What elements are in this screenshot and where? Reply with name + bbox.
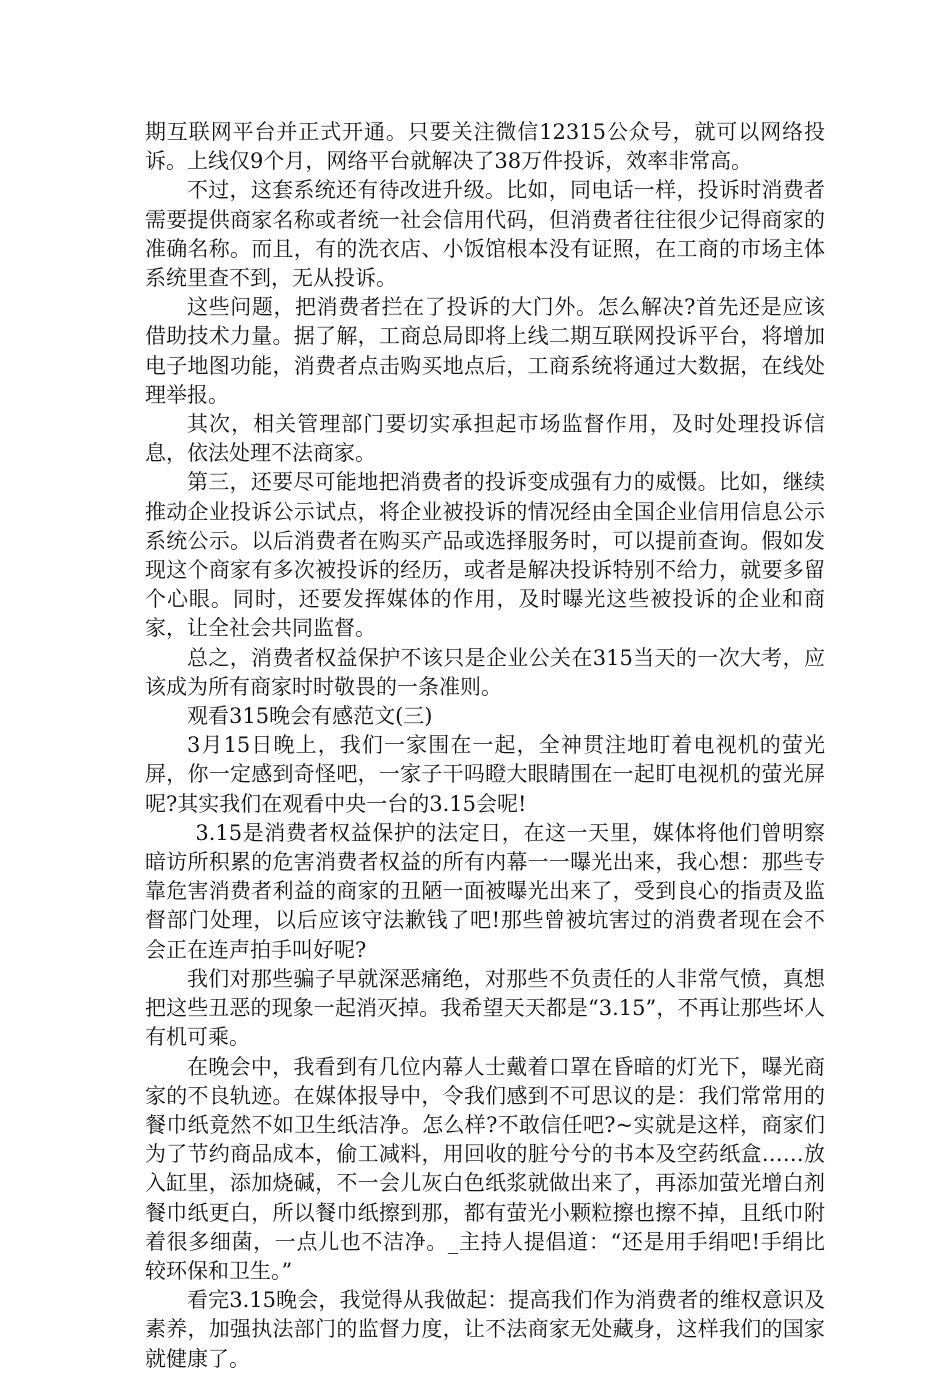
paragraph-5: 第三，还要尽可能地把消费者的投诉变成强有力的威慑。比如，继续推动企业投诉公示试点，将企业被投诉的情况经由全国企业信用信息公示系统公示。以后消费者在购买产品或选择服务时，可以提前查询。假如发现这个商家有多次被投诉的经历，或者是解决投诉特别不给力，就要多留个心眼。同时，还要发挥媒体的作用，及时曝光这些被投诉的企业和商家，让全社会共同监督。 <box>145 470 825 641</box>
section-heading: 观看315晚会有感范文(三) <box>187 704 433 729</box>
document-page <box>145 118 825 1374</box>
paragraph-11: 看完3.15晚会，我觉得从我做起：提高我们作为消费者的维权意识及素养，加强执法部门的监督力度，让不法商家无处藏身，这样我们的国家就健康了。 <box>145 1288 825 1371</box>
paragraph-9: 我们对那些骗子早就深恶痛绝，对那些不负责任的人非常气愤，真想把这些丑恶的现象一起消灭掉。我希望天天都是“3.15”，不再让那些坏人有机可乘。 <box>145 966 825 1050</box>
paragraph-7: 3月15日晚上，我们一家围在一起，全神贯注地盯着电视机的萤光屏，你一定感到奇怪吧，一家子干吗瞪大眼睛围在一起盯电视机的萤光屏呢?其实我们在观看中央一台的3.15会呢! <box>145 733 825 816</box>
paragraph-6: 总之，消费者权益保护不该只是企业公关在315当天的一次大考，应该成为所有商家时时敬畏的一条准则。 <box>145 645 825 699</box>
paragraph-4: 其次，相关管理部门要切实承担起市场监督作用，及时处理投诉信息，依法处理不法商家。 <box>145 412 825 466</box>
paragraph-10: 在晚会中，我看到有几位内幕人士戴着口罩在昏暗的灯光下，曝光商家的不良轨迹。在媒体报导中，令我们感到不可思议的是：我们常常用的餐巾纸竟然不如卫生纸洁净。怎么样?不敢信任吧?~实就是这样，商家们为了节约商品成本，偷工减料，用回收的脏兮兮的书本及空药纸盒……放入缸里，添加烧碱，不一会儿灰白色纸浆就做出来了，再添加萤光增白剂餐巾纸更白，所以餐巾纸擦到那，都有萤光小颗粒擦也擦不掉，且纸巾附着很多细菌，一点儿也不洁净。_主持人提倡道：“还是用手绢吧!手绢比较环保和卫生。” <box>145 1054 825 1283</box>
paragraph-2: 不过，这套系统还有待改进升级。比如，同电话一样，投诉时消费者需要提供商家名称或者统一社会信用代码，但消费者往往很少记得商家的准确名称。而且，有的洗衣店、小饭馆根本没有证照，在工商的市场主体系统里查不到，无从投诉。 <box>145 178 825 291</box>
paragraph-8: 3.15是消费者权益保护的法定日，在这一天里，媒体将他们曾明察暗访所积累的危害消费者权益的所有内幕一一曝光出来，我心想：那些专靠危害消费者利益的商家的丑陋一面被曝光出来了，受到良心的指责及监督部门处理，以后应该守法歉钱了吧!那些曾被坑害过的消费者现在会不会正在连声拍手叫好呢? <box>145 820 825 962</box>
paragraph-1: 期互联网平台并正式开通。只要关注微信12315公众号，就可以网络投诉。上线仅9个月，网络平台就解决了38万件投诉，效率非常高。 <box>145 120 825 174</box>
paragraph-3: 这些问题，把消费者拦在了投诉的大门外。怎么解决?首先还是应该借助技术力量。据了解，工商总局即将上线二期互联网投诉平台，将增加电子地图功能，消费者点击购买地点后，工商系统将通过大数据，在线处理举报。 <box>145 295 825 407</box>
